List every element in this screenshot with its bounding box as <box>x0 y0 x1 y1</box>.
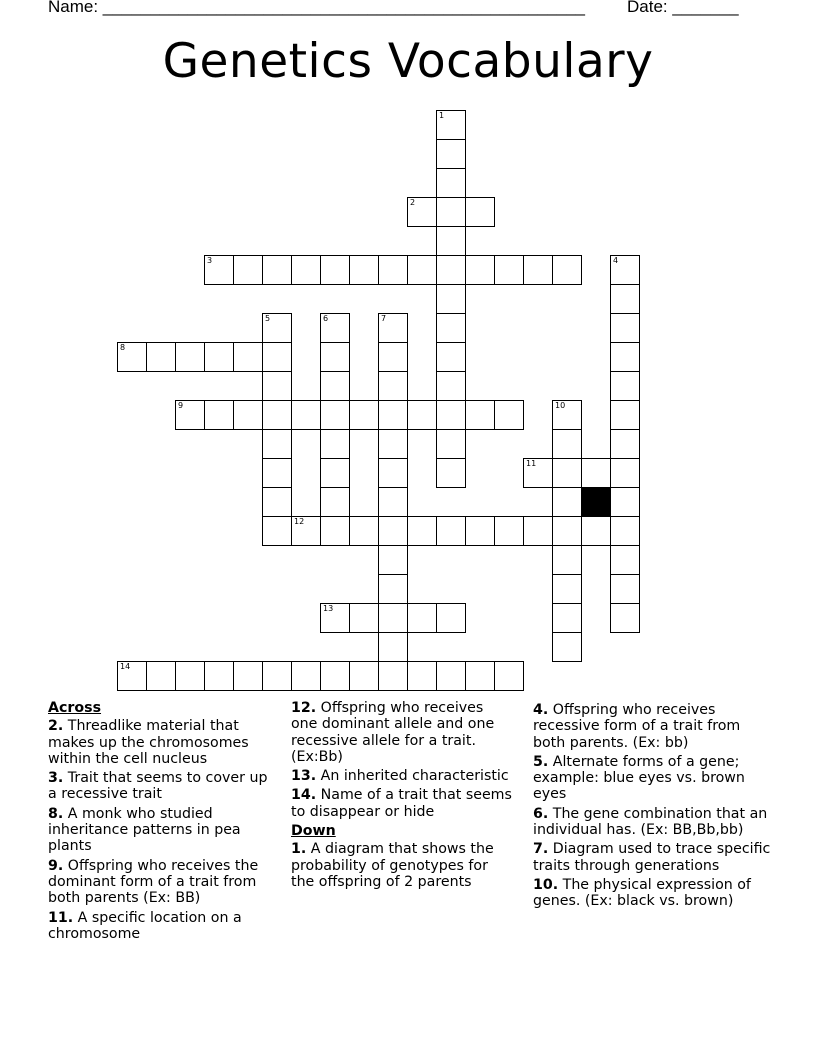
grid-cell[interactable] <box>291 516 321 546</box>
grid-cell[interactable] <box>436 371 466 401</box>
grid-cell[interactable] <box>436 429 466 459</box>
clue-number: 10 <box>555 401 566 410</box>
clue-item-number: 11. <box>48 909 74 926</box>
grid-cell[interactable] <box>262 516 292 546</box>
grid-cell[interactable] <box>465 197 495 227</box>
grid-cell[interactable] <box>494 255 524 285</box>
grid-cell[interactable] <box>610 429 640 459</box>
grid-cell[interactable] <box>552 545 582 575</box>
grid-cell[interactable] <box>320 371 350 401</box>
clue-item <box>48 806 273 855</box>
clue-item <box>291 787 513 820</box>
grid-cell[interactable] <box>233 342 263 372</box>
grid-cell[interactable] <box>233 255 263 285</box>
clue-item <box>48 910 273 943</box>
grid-cell[interactable] <box>204 255 234 285</box>
clue-item-number: 1. <box>291 841 307 858</box>
clue-item <box>48 770 273 803</box>
clue-number: 8 <box>120 343 126 352</box>
clues-column-2 <box>291 700 513 893</box>
clue-item <box>533 754 773 803</box>
grid-cell[interactable] <box>465 516 495 546</box>
grid-cell[interactable] <box>436 284 466 314</box>
grid-cell[interactable] <box>552 458 582 488</box>
clue-item-text: A specific location on a chromosome <box>48 909 242 942</box>
clue-number: 2 <box>410 198 416 207</box>
grid-cell[interactable] <box>552 400 582 430</box>
grid-cell[interactable] <box>349 603 379 633</box>
grid-cell[interactable] <box>320 429 350 459</box>
grid-cell[interactable] <box>436 197 466 227</box>
clue-item-number: 2. <box>48 718 64 735</box>
grid-cell[interactable] <box>465 255 495 285</box>
clue-item-text: Name of a trait that seems to disappear or hide <box>291 787 512 820</box>
grid-cell[interactable] <box>610 603 640 633</box>
grid-cell[interactable] <box>610 342 640 372</box>
grid-cell[interactable] <box>175 342 205 372</box>
clue-item <box>48 718 273 767</box>
grid-cell[interactable] <box>494 661 524 691</box>
grid-cell[interactable] <box>262 371 292 401</box>
grid-cell[interactable] <box>175 661 205 691</box>
grid-cell[interactable] <box>349 516 379 546</box>
grid-cell[interactable] <box>610 487 640 517</box>
date-field-label: Date: _______ <box>627 0 739 16</box>
grid-cell[interactable] <box>378 516 408 546</box>
clue-item <box>533 702 773 751</box>
clue-item-number: 8. <box>48 805 64 822</box>
grid-cell[interactable] <box>465 400 495 430</box>
grid-cell[interactable] <box>291 661 321 691</box>
clue-item-number: 12. <box>291 700 317 716</box>
grid-cell[interactable] <box>233 400 263 430</box>
grid-cell[interactable] <box>581 516 611 546</box>
clue-item-text: The physical expression of genes. (Ex: black vs. brown) <box>533 876 751 910</box>
grid-cell[interactable] <box>610 516 640 546</box>
clue-item-text: Trait that seems to cover up a recessive trait <box>48 770 268 803</box>
grid-cell[interactable] <box>523 458 553 488</box>
grid-cell[interactable] <box>262 661 292 691</box>
grid-cell[interactable] <box>552 255 582 285</box>
grid-cell[interactable] <box>291 400 321 430</box>
grid-cell[interactable] <box>349 661 379 691</box>
grid-cell[interactable] <box>610 458 640 488</box>
grid-cell[interactable] <box>581 458 611 488</box>
clues-column-3 <box>533 702 773 913</box>
grid-cell[interactable] <box>523 255 553 285</box>
grid-cell[interactable] <box>552 603 582 633</box>
grid-cell[interactable] <box>378 313 408 343</box>
grid-cell[interactable] <box>349 255 379 285</box>
grid-cell[interactable] <box>320 458 350 488</box>
grid-cell[interactable] <box>436 603 466 633</box>
clue-item-number: 13. <box>291 768 317 785</box>
grid-cell[interactable] <box>465 661 495 691</box>
grid-cell[interactable] <box>436 139 466 169</box>
grid-cell[interactable] <box>436 342 466 372</box>
clue-item <box>48 858 273 907</box>
grid-cell[interactable] <box>378 342 408 372</box>
clue-item-text: A monk who studied inheritance patterns in pea plants <box>48 805 241 855</box>
grid-cell[interactable] <box>523 516 553 546</box>
grid-cell[interactable] <box>320 516 350 546</box>
grid-cell[interactable] <box>552 516 582 546</box>
grid-cell[interactable] <box>552 632 582 662</box>
grid-cell[interactable] <box>407 603 437 633</box>
clue-item <box>291 768 513 784</box>
clue-item-number: 6. <box>533 805 549 822</box>
down-clue-list <box>291 841 513 890</box>
clue-item-text: Offspring who receives one dominant allele and one recessive allele for a trait. (Ex:Bb) <box>291 700 495 765</box>
clue-item <box>291 700 513 765</box>
grid-cell[interactable] <box>117 342 147 372</box>
grid-cell[interactable] <box>407 400 437 430</box>
clues-column-1 <box>48 700 273 945</box>
clue-number: 11 <box>526 459 537 468</box>
grid-cell[interactable] <box>262 342 292 372</box>
black-cell <box>581 487 611 517</box>
clue-item-text: Offspring who receives recessive form of a trait from both parents. (Ex: bb) <box>533 702 741 751</box>
clue-item-text: Threadlike material that makes up the chromosomes within the cell nucleus <box>48 718 249 767</box>
clue-item-text: A diagram that shows the probability of genotypes for the offspring of 2 parents <box>291 841 494 890</box>
grid-cell[interactable] <box>320 255 350 285</box>
grid-cell[interactable] <box>407 516 437 546</box>
clue-item <box>533 806 773 839</box>
clue-number: 13 <box>323 604 334 613</box>
down-heading: Down <box>291 823 336 840</box>
grid-cell[interactable] <box>436 661 466 691</box>
grid-cell[interactable] <box>378 603 408 633</box>
grid-cell[interactable] <box>320 400 350 430</box>
name-field-label: Name: ___________________________________________________ <box>48 0 585 16</box>
clue-item-number: 10. <box>533 876 559 893</box>
grid-cell[interactable] <box>320 603 350 633</box>
clue-number: 12 <box>294 517 305 526</box>
grid-cell[interactable] <box>436 400 466 430</box>
grid-cell[interactable] <box>378 458 408 488</box>
grid-cell[interactable] <box>320 487 350 517</box>
clue-item <box>533 877 773 910</box>
grid-cell[interactable] <box>552 429 582 459</box>
grid-cell[interactable] <box>378 255 408 285</box>
grid-cell[interactable] <box>378 632 408 662</box>
grid-cell[interactable] <box>378 574 408 604</box>
grid-cell[interactable] <box>494 400 524 430</box>
page-title: Genetics Vocabulary <box>162 34 654 89</box>
grid-cell[interactable] <box>407 255 437 285</box>
clue-item-number: 5. <box>533 753 549 770</box>
grid-cell[interactable] <box>378 400 408 430</box>
grid-cell[interactable] <box>610 545 640 575</box>
clue-number: 3 <box>207 256 213 265</box>
grid-cell[interactable] <box>146 661 176 691</box>
clue-item-number: 9. <box>48 857 64 874</box>
clue-number: 4 <box>613 256 619 265</box>
grid-cell[interactable] <box>436 110 466 140</box>
grid-cell[interactable] <box>610 284 640 314</box>
clue-item-text: An inherited characteristic <box>316 768 509 785</box>
grid-cell[interactable] <box>407 197 437 227</box>
clue-item-text: Offspring who receives the dominant form of a trait from both parents (Ex: BB) <box>48 857 259 907</box>
grid-cell[interactable] <box>262 313 292 343</box>
clue-item-number: 4. <box>533 702 549 718</box>
grid-cell[interactable] <box>204 342 234 372</box>
grid-cell[interactable] <box>407 661 437 691</box>
across-clue-list-continued <box>291 700 513 820</box>
clue-item <box>291 841 513 890</box>
grid-cell[interactable] <box>494 516 524 546</box>
grid-cell[interactable] <box>349 400 379 430</box>
grid-cell[interactable] <box>610 371 640 401</box>
grid-cell[interactable] <box>610 400 640 430</box>
clue-item-text: The gene combination that an individual has. (Ex: BB,Bb,bb) <box>533 805 768 839</box>
grid-cell[interactable] <box>262 255 292 285</box>
clue-number: 5 <box>265 314 271 323</box>
grid-cell[interactable] <box>233 661 263 691</box>
grid-cell[interactable] <box>204 661 234 691</box>
grid-cell[interactable] <box>610 574 640 604</box>
grid-cell[interactable] <box>262 400 292 430</box>
clue-item-text: Diagram used to trace specific traits through generations <box>533 841 771 874</box>
grid-cell[interactable] <box>117 661 147 691</box>
clue-number: 7 <box>381 314 387 323</box>
grid-cell[interactable] <box>436 458 466 488</box>
clue-item-number: 7. <box>533 841 549 858</box>
grid-cell[interactable] <box>378 661 408 691</box>
clue-number: 9 <box>178 401 184 410</box>
grid-cell[interactable] <box>552 574 582 604</box>
grid-cell[interactable] <box>436 516 466 546</box>
clue-item-number: 3. <box>48 770 64 787</box>
grid-cell[interactable] <box>175 400 205 430</box>
grid-cell[interactable] <box>436 168 466 198</box>
grid-cell[interactable] <box>436 226 466 256</box>
grid-cell[interactable] <box>204 400 234 430</box>
clue-number: 1 <box>439 111 445 120</box>
clue-item-text: Alternate forms of a gene; example: blue eyes vs. brown eyes <box>533 753 745 803</box>
grid-cell[interactable] <box>436 313 466 343</box>
grid-cell[interactable] <box>378 545 408 575</box>
grid-cell[interactable] <box>378 429 408 459</box>
clue-number: 14 <box>120 662 131 671</box>
across-clue-list <box>48 718 273 942</box>
grid-cell[interactable] <box>262 458 292 488</box>
across-heading: Across <box>48 700 102 716</box>
grid-cell[interactable] <box>320 342 350 372</box>
clue-number: 6 <box>323 314 329 323</box>
grid-cell[interactable] <box>610 255 640 285</box>
clue-item <box>533 841 773 874</box>
grid-cell[interactable] <box>291 255 321 285</box>
clue-item-number: 14. <box>291 787 317 804</box>
grid-cell[interactable] <box>320 661 350 691</box>
grid-cell[interactable] <box>610 313 640 343</box>
grid-cell[interactable] <box>378 487 408 517</box>
grid-cell[interactable] <box>552 487 582 517</box>
grid-cell[interactable] <box>146 342 176 372</box>
grid-cell[interactable] <box>436 255 466 285</box>
grid-cell[interactable] <box>320 313 350 343</box>
grid-cell[interactable] <box>262 429 292 459</box>
grid-cell[interactable] <box>378 371 408 401</box>
down-clue-list-continued <box>533 702 773 910</box>
grid-cell[interactable] <box>262 487 292 517</box>
